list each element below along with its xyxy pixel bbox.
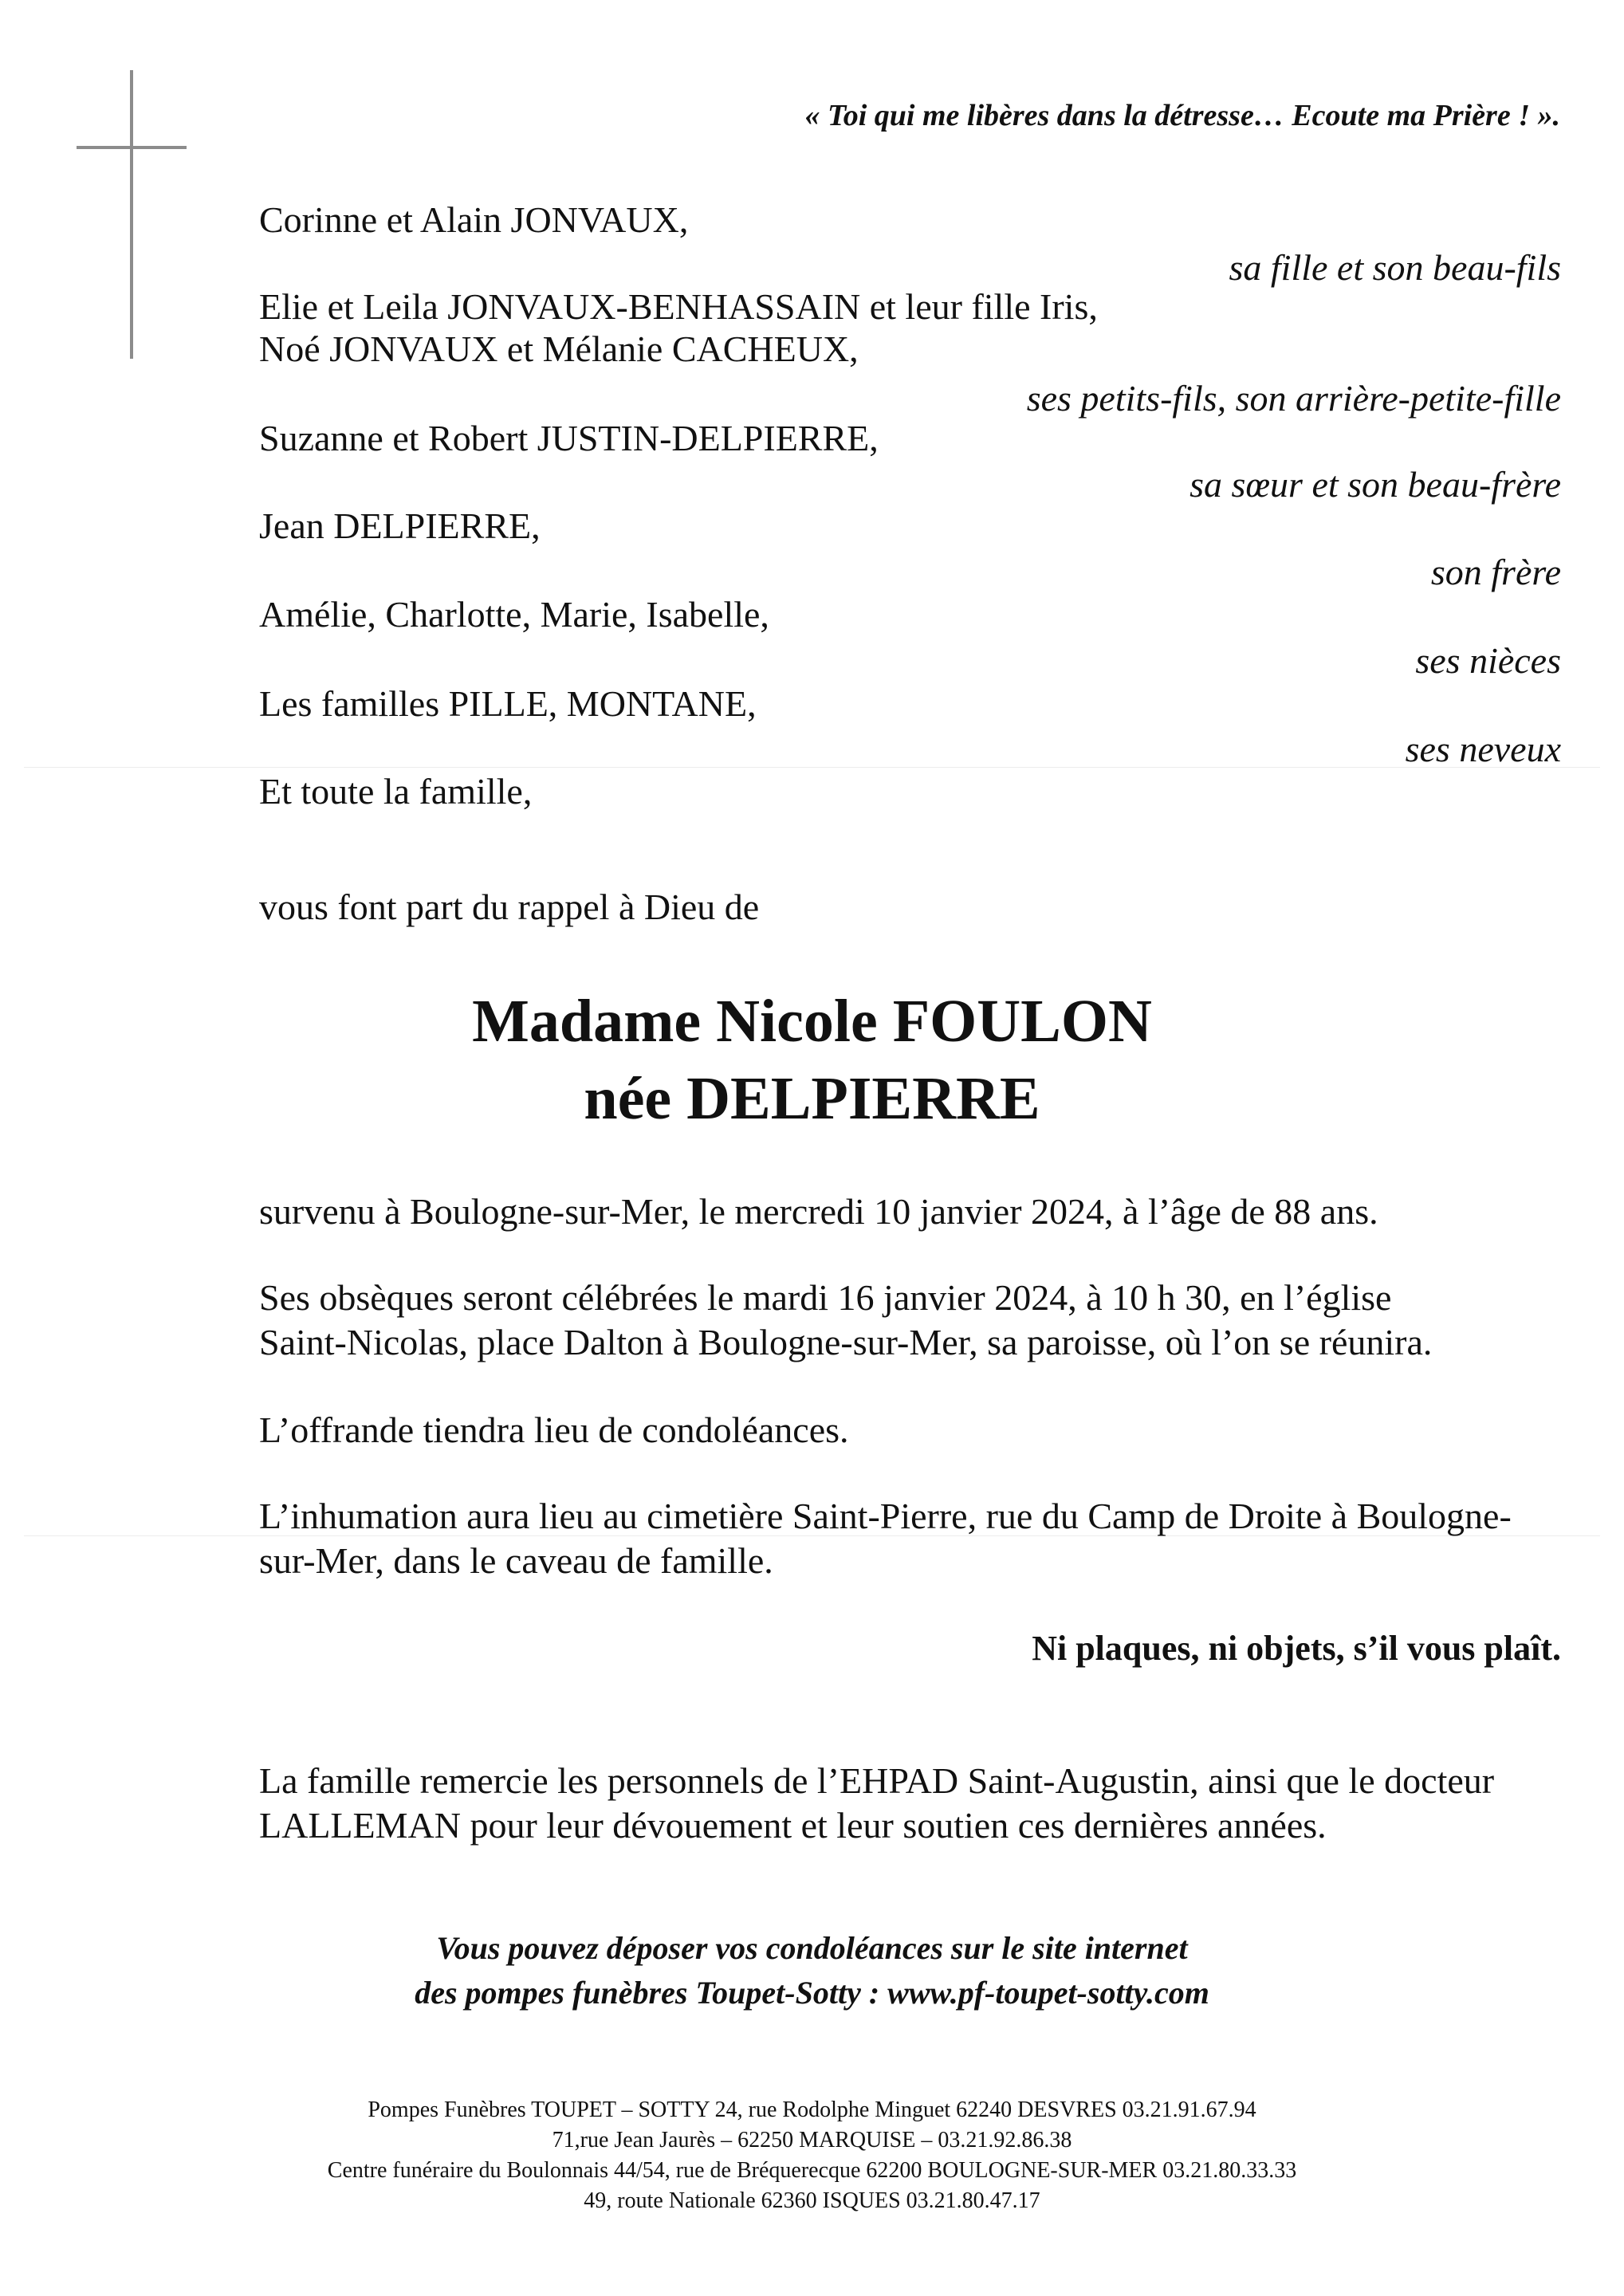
thanks-line: LALLEMAN pour leur dévouement et leur soutien ces dernières années. — [259, 1805, 1327, 1846]
funeral-line: Saint-Nicolas, place Dalton à Boulogne-sur-Mer, sa paroisse, où l’on se réunira. — [259, 1322, 1433, 1362]
footer-line: Pompes Funèbres TOUPET – SOTTY 24, rue Rodolphe Minguet 62240 DESVRES 03.21.91.67.94 — [368, 2097, 1256, 2122]
family-name: Corinne et Alain JONVAUX, — [259, 199, 689, 240]
family-name: Noé JONVAUX et Mélanie CACHEUX, — [259, 328, 859, 369]
family-relation: ses neveux — [1405, 729, 1561, 769]
family-name: Suzanne et Robert JUSTIN-DELPIERRE, — [259, 418, 879, 458]
flowers-request: Ni plaques, ni objets, s’il vous plaît. — [1032, 1629, 1561, 1668]
family-relation: son frère — [1430, 552, 1561, 592]
scan-line — [24, 767, 1600, 768]
footer-line: 71,rue Jean Jaurès – 62250 MARQUISE – 03.21.92.86.38 — [552, 2128, 1072, 2152]
announcement: vous font part du rappel à Dieu de — [259, 887, 760, 927]
burial-line: L’inhumation aura lieu au cimetière Saint-Pierre, rue du Camp de Droite à Boulogne- — [259, 1496, 1512, 1536]
condolences-line: des pompes funèbres Toupet-Sotty : www.pf-toupet-sotty.com — [415, 1975, 1209, 2011]
death-info: survenu à Boulogne-sur-Mer, le mercredi 10 janvier 2024, à l’âge de 88 ans. — [259, 1191, 1378, 1232]
funeral-line: Ses obsèques seront célébrées le mardi 16 janvier 2024, à 10 h 30, en l’église — [259, 1277, 1392, 1318]
family-relation: sa fille et son beau-fils — [1229, 247, 1561, 288]
family-name: Les familles PILLE, MONTANE, — [259, 683, 757, 724]
thanks-line: La famille remercie les personnels de l’EHPAD Saint-Augustin, ainsi que le docteur — [259, 1760, 1495, 1801]
cross-horizontal-bar — [77, 146, 187, 149]
deceased-name: Madame Nicole FOULON — [472, 988, 1152, 1055]
footer-line: 49, route Nationale 62360 ISQUES 03.21.80.47.17 — [584, 2188, 1040, 2213]
cross-vertical-bar — [130, 70, 133, 359]
deceased-birth-name: née DELPIERRE — [584, 1065, 1040, 1132]
offering: L’offrande tiendra lieu de condoléances. — [259, 1409, 849, 1450]
burial-line: sur-Mer, dans le caveau de famille. — [259, 1540, 773, 1581]
epigraph: « Toi qui me libères dans la détresse… Ecoute ma Prière ! ». — [804, 99, 1560, 132]
condolences-line: Vous pouvez déposer vos condoléances sur le site internet — [436, 1930, 1188, 1966]
family-relation: ses nièces — [1415, 640, 1561, 681]
family-name: Elie et Leila JONVAUX-BENHASSAIN et leur fille Iris, — [259, 286, 1098, 327]
family-relation: ses petits-fils, son arrière-petite-fille — [1026, 378, 1561, 419]
family-name: Amélie, Charlotte, Marie, Isabelle, — [259, 594, 769, 635]
family-name: Jean DELPIERRE, — [259, 505, 541, 546]
footer-line: Centre funéraire du Boulonnais 44/54, rue de Bréquerecque 62200 BOULOGNE-SUR-MER 03.21.80.33.33 — [327, 2158, 1297, 2183]
family-relation: sa sœur et son beau-frère — [1189, 464, 1561, 505]
family-name: Et toute la famille, — [259, 771, 533, 812]
